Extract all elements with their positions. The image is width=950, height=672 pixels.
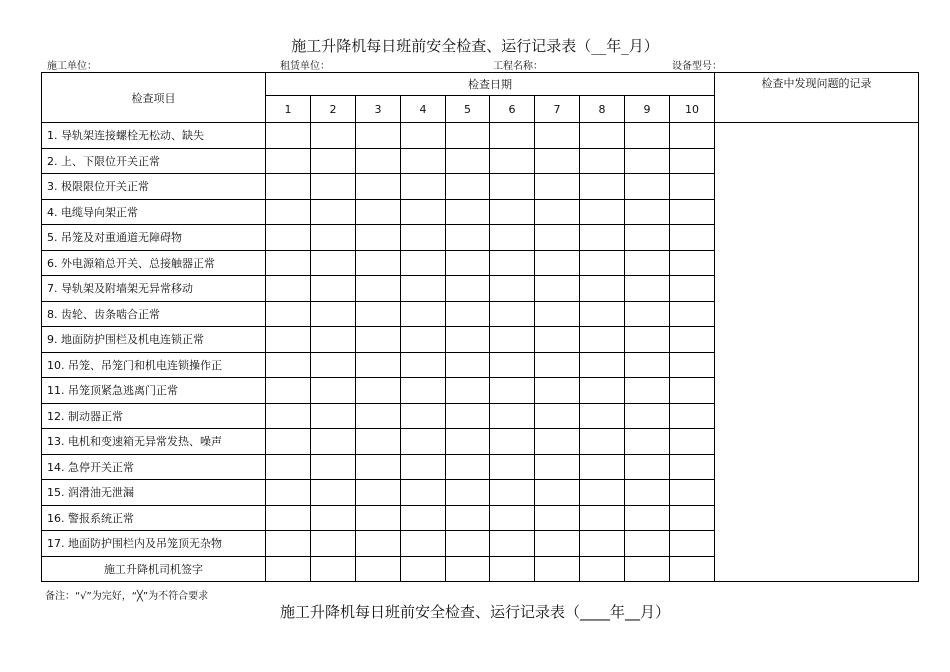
check-cell[interactable] [446, 225, 490, 251]
inspection-item-label: 6. 外电源箱总开关、总接触器正常 [42, 250, 266, 276]
check-cell[interactable] [311, 378, 356, 404]
check-cell[interactable] [311, 225, 356, 251]
check-cell[interactable] [670, 454, 715, 480]
day-header-cell: 7 [535, 96, 580, 123]
check-cell[interactable] [401, 123, 446, 149]
check-cell[interactable] [311, 250, 356, 276]
signature-cell[interactable] [266, 556, 311, 582]
check-cell[interactable] [311, 429, 356, 455]
check-cell[interactable] [670, 301, 715, 327]
page-title: 施工升降机每日班前安全检查、运行记录表（__年_月） [291, 37, 659, 55]
check-cell[interactable] [446, 327, 490, 353]
inspection-item-label: 8. 齿轮、齿条啮合正常 [42, 301, 266, 327]
check-cell[interactable] [401, 531, 446, 557]
check-cell[interactable] [580, 352, 625, 378]
check-cell[interactable] [266, 327, 311, 353]
signature-cell[interactable] [356, 556, 401, 582]
check-cell[interactable] [266, 174, 311, 200]
check-cell[interactable] [535, 352, 580, 378]
check-cell[interactable] [580, 174, 625, 200]
check-cell[interactable] [535, 301, 580, 327]
check-cell[interactable] [356, 505, 401, 531]
check-cell[interactable] [311, 352, 356, 378]
signature-cell[interactable] [535, 556, 580, 582]
check-cell[interactable] [625, 123, 670, 149]
check-cell[interactable] [490, 480, 535, 506]
check-cell[interactable] [625, 505, 670, 531]
check-cell[interactable] [446, 276, 490, 302]
check-cell[interactable] [580, 454, 625, 480]
check-cell[interactable] [311, 199, 356, 225]
check-cell[interactable] [625, 531, 670, 557]
check-cell[interactable] [266, 378, 311, 404]
check-cell[interactable] [580, 250, 625, 276]
inspection-item-label: 4. 电缆导向架正常 [42, 199, 266, 225]
remark-note: 备注：“√”为完好，“╳”为不符合要求 [45, 591, 209, 602]
check-cell[interactable] [580, 531, 625, 557]
check-cell[interactable] [446, 454, 490, 480]
check-cell[interactable] [446, 480, 490, 506]
inspection-item-label: 16. 警报系统正常 [42, 505, 266, 531]
check-cell[interactable] [446, 250, 490, 276]
problem-record-area[interactable] [715, 123, 919, 582]
check-cell[interactable] [670, 352, 715, 378]
check-cell[interactable] [670, 148, 715, 174]
check-cell[interactable] [401, 225, 446, 251]
inspection-item-label: 13. 电机和变速箱无异常发热、噪声 [42, 429, 266, 455]
check-cell[interactable] [580, 123, 625, 149]
check-cell[interactable] [625, 148, 670, 174]
inspection-item-label: 11. 吊笼顶紧急逃离门正常 [42, 378, 266, 404]
check-cell[interactable] [401, 301, 446, 327]
check-cell[interactable] [311, 505, 356, 531]
check-cell[interactable] [446, 148, 490, 174]
check-cell[interactable] [625, 454, 670, 480]
check-cell[interactable] [266, 301, 311, 327]
check-cell[interactable] [401, 429, 446, 455]
check-cell[interactable] [490, 327, 535, 353]
check-cell[interactable] [625, 174, 670, 200]
check-cell[interactable] [490, 276, 535, 302]
check-cell[interactable] [446, 174, 490, 200]
inspection-item-label: 7. 导轨架及附墙架无异常移动 [42, 276, 266, 302]
check-cell[interactable] [625, 429, 670, 455]
check-cell[interactable] [401, 148, 446, 174]
check-cell[interactable] [401, 378, 446, 404]
inspection-item-label: 14. 急停开关正常 [42, 454, 266, 480]
check-cell[interactable] [266, 148, 311, 174]
check-cell[interactable] [490, 454, 535, 480]
day-header-cell: 10 [670, 96, 715, 123]
check-cell[interactable] [446, 505, 490, 531]
inspection-item-label: 1. 导轨架连接螺栓无松动、缺失 [42, 123, 266, 149]
day-header-cell: 9 [625, 96, 670, 123]
check-cell[interactable] [266, 454, 311, 480]
inspection-item-label: 5. 吊笼及对重通道无障碍物 [42, 225, 266, 251]
check-cell[interactable] [401, 403, 446, 429]
check-cell[interactable] [266, 199, 311, 225]
check-cell[interactable] [356, 276, 401, 302]
check-cell[interactable] [356, 199, 401, 225]
check-cell[interactable] [670, 199, 715, 225]
check-cell[interactable] [535, 225, 580, 251]
check-cell[interactable] [356, 327, 401, 353]
inspection-item-header: 检查项目 [42, 73, 266, 123]
check-cell[interactable] [490, 301, 535, 327]
check-cell[interactable] [535, 429, 580, 455]
check-cell[interactable] [580, 327, 625, 353]
check-cell[interactable] [356, 225, 401, 251]
check-cell[interactable] [625, 199, 670, 225]
check-cell[interactable] [535, 403, 580, 429]
check-cell[interactable] [311, 174, 356, 200]
check-cell[interactable] [401, 199, 446, 225]
check-cell[interactable] [625, 276, 670, 302]
footer-title: 施工升降机每日班前安全检查、运行记录表（____年__月） [279, 603, 670, 621]
check-cell[interactable] [625, 378, 670, 404]
check-cell[interactable] [535, 454, 580, 480]
check-cell[interactable] [535, 250, 580, 276]
check-cell[interactable] [490, 378, 535, 404]
check-cell[interactable] [535, 174, 580, 200]
header-row-1 [42, 73, 919, 96]
check-cell[interactable] [311, 480, 356, 506]
check-cell[interactable] [356, 123, 401, 149]
check-cell[interactable] [580, 429, 625, 455]
check-cell[interactable] [266, 480, 311, 506]
check-cell[interactable] [535, 505, 580, 531]
project-name-label: 工程名称： [493, 61, 543, 72]
check-cell[interactable] [670, 531, 715, 557]
signature-cell[interactable] [580, 556, 625, 582]
check-cell[interactable] [356, 454, 401, 480]
check-cell[interactable] [490, 225, 535, 251]
check-cell[interactable] [356, 301, 401, 327]
check-cell[interactable] [490, 174, 535, 200]
day-header-cell: 4 [401, 96, 446, 123]
check-cell[interactable] [356, 148, 401, 174]
check-cell[interactable] [266, 352, 311, 378]
check-cell[interactable] [580, 378, 625, 404]
inspection-item-label: 17. 地面防护围栏内及吊笼顶无杂物 [42, 531, 266, 557]
check-cell[interactable] [446, 123, 490, 149]
signature-cell[interactable] [446, 556, 490, 582]
check-cell[interactable] [311, 123, 356, 149]
check-cell[interactable] [625, 250, 670, 276]
check-cell[interactable] [670, 505, 715, 531]
check-cell[interactable] [670, 276, 715, 302]
signature-cell[interactable] [625, 556, 670, 582]
check-cell[interactable] [311, 301, 356, 327]
check-cell[interactable] [670, 225, 715, 251]
check-cell[interactable] [356, 531, 401, 557]
check-cell[interactable] [446, 301, 490, 327]
check-cell[interactable] [446, 403, 490, 429]
lease-unit-label: 租赁单位： [280, 61, 330, 72]
check-cell[interactable] [670, 327, 715, 353]
check-cell[interactable] [490, 148, 535, 174]
check-cell[interactable] [311, 327, 356, 353]
check-cell[interactable] [490, 199, 535, 225]
check-cell[interactable] [266, 429, 311, 455]
check-cell[interactable] [490, 531, 535, 557]
equipment-model-label: 设备型号： [672, 61, 722, 72]
inspection-table [41, 72, 919, 582]
inspection-item-label: 10. 吊笼、吊笼门和机电连锁操作正 [42, 352, 266, 378]
check-cell[interactable] [490, 250, 535, 276]
inspection-item-label: 15. 润滑油无泄漏 [42, 480, 266, 506]
check-cell[interactable] [401, 276, 446, 302]
inspection-item-label: 12. 制动器正常 [42, 403, 266, 429]
check-cell[interactable] [266, 531, 311, 557]
check-cell[interactable] [446, 378, 490, 404]
construction-unit-label: 施工单位： [47, 61, 97, 72]
check-cell[interactable] [580, 505, 625, 531]
check-cell[interactable] [625, 480, 670, 506]
check-cell[interactable] [356, 480, 401, 506]
inspection-date-header: 检查日期 [266, 73, 715, 96]
signature-cell[interactable] [670, 556, 715, 582]
check-cell[interactable] [266, 505, 311, 531]
check-cell[interactable] [266, 403, 311, 429]
check-cell[interactable] [401, 505, 446, 531]
check-cell[interactable] [446, 352, 490, 378]
check-cell[interactable] [580, 480, 625, 506]
check-cell[interactable] [670, 174, 715, 200]
day-header-cell: 8 [580, 96, 625, 123]
check-cell[interactable] [401, 480, 446, 506]
check-cell[interactable] [535, 480, 580, 506]
check-cell[interactable] [490, 123, 535, 149]
check-cell[interactable] [446, 199, 490, 225]
check-cell[interactable] [356, 378, 401, 404]
inspection-item-label: 2. 上、下限位开关正常 [42, 148, 266, 174]
check-cell[interactable] [625, 352, 670, 378]
check-cell[interactable] [446, 531, 490, 557]
check-cell[interactable] [266, 250, 311, 276]
day-header-cell: 2 [311, 96, 356, 123]
check-cell[interactable] [625, 327, 670, 353]
check-cell[interactable] [670, 378, 715, 404]
check-cell[interactable] [490, 352, 535, 378]
check-cell[interactable] [401, 250, 446, 276]
check-cell[interactable] [535, 327, 580, 353]
check-cell[interactable] [266, 123, 311, 149]
check-cell[interactable] [401, 352, 446, 378]
check-cell[interactable] [580, 148, 625, 174]
check-cell[interactable] [535, 276, 580, 302]
check-cell[interactable] [490, 505, 535, 531]
check-cell[interactable] [670, 123, 715, 149]
problem-record-header: 检查中发现问题的记录 [715, 73, 919, 123]
check-cell[interactable] [670, 429, 715, 455]
check-cell[interactable] [670, 480, 715, 506]
table-row [42, 123, 919, 149]
check-cell[interactable] [670, 250, 715, 276]
check-cell[interactable] [401, 174, 446, 200]
driver-signature-label: 施工升降机司机签字 [42, 556, 266, 582]
check-cell[interactable] [535, 199, 580, 225]
check-cell[interactable] [670, 403, 715, 429]
check-cell[interactable] [356, 174, 401, 200]
check-cell[interactable] [356, 352, 401, 378]
check-cell[interactable] [625, 301, 670, 327]
check-cell[interactable] [580, 301, 625, 327]
check-cell[interactable] [580, 403, 625, 429]
check-cell[interactable] [266, 276, 311, 302]
check-cell[interactable] [490, 403, 535, 429]
check-cell[interactable] [311, 454, 356, 480]
check-cell[interactable] [535, 148, 580, 174]
check-cell[interactable] [356, 250, 401, 276]
day-header-cell: 6 [490, 96, 535, 123]
check-cell[interactable] [446, 429, 490, 455]
check-cell[interactable] [266, 225, 311, 251]
check-cell[interactable] [356, 429, 401, 455]
check-cell[interactable] [535, 123, 580, 149]
check-cell[interactable] [311, 276, 356, 302]
check-cell[interactable] [311, 403, 356, 429]
day-header-cell: 3 [356, 96, 401, 123]
check-cell[interactable] [311, 148, 356, 174]
check-cell[interactable] [311, 531, 356, 557]
day-header-cell: 5 [446, 96, 490, 123]
check-cell[interactable] [625, 403, 670, 429]
check-cell[interactable] [401, 454, 446, 480]
day-header-cell: 1 [266, 96, 311, 123]
check-cell[interactable] [535, 531, 580, 557]
check-cell[interactable] [580, 225, 625, 251]
check-cell[interactable] [580, 276, 625, 302]
check-cell[interactable] [535, 378, 580, 404]
check-cell[interactable] [625, 225, 670, 251]
check-cell[interactable] [580, 199, 625, 225]
inspection-item-label: 3. 极限限位开关正常 [42, 174, 266, 200]
signature-cell[interactable] [401, 556, 446, 582]
signature-cell[interactable] [311, 556, 356, 582]
signature-cell[interactable] [490, 556, 535, 582]
inspection-item-label: 9. 地面防护围栏及机电连锁正常 [42, 327, 266, 353]
check-cell[interactable] [490, 429, 535, 455]
check-cell[interactable] [401, 327, 446, 353]
check-cell[interactable] [356, 403, 401, 429]
